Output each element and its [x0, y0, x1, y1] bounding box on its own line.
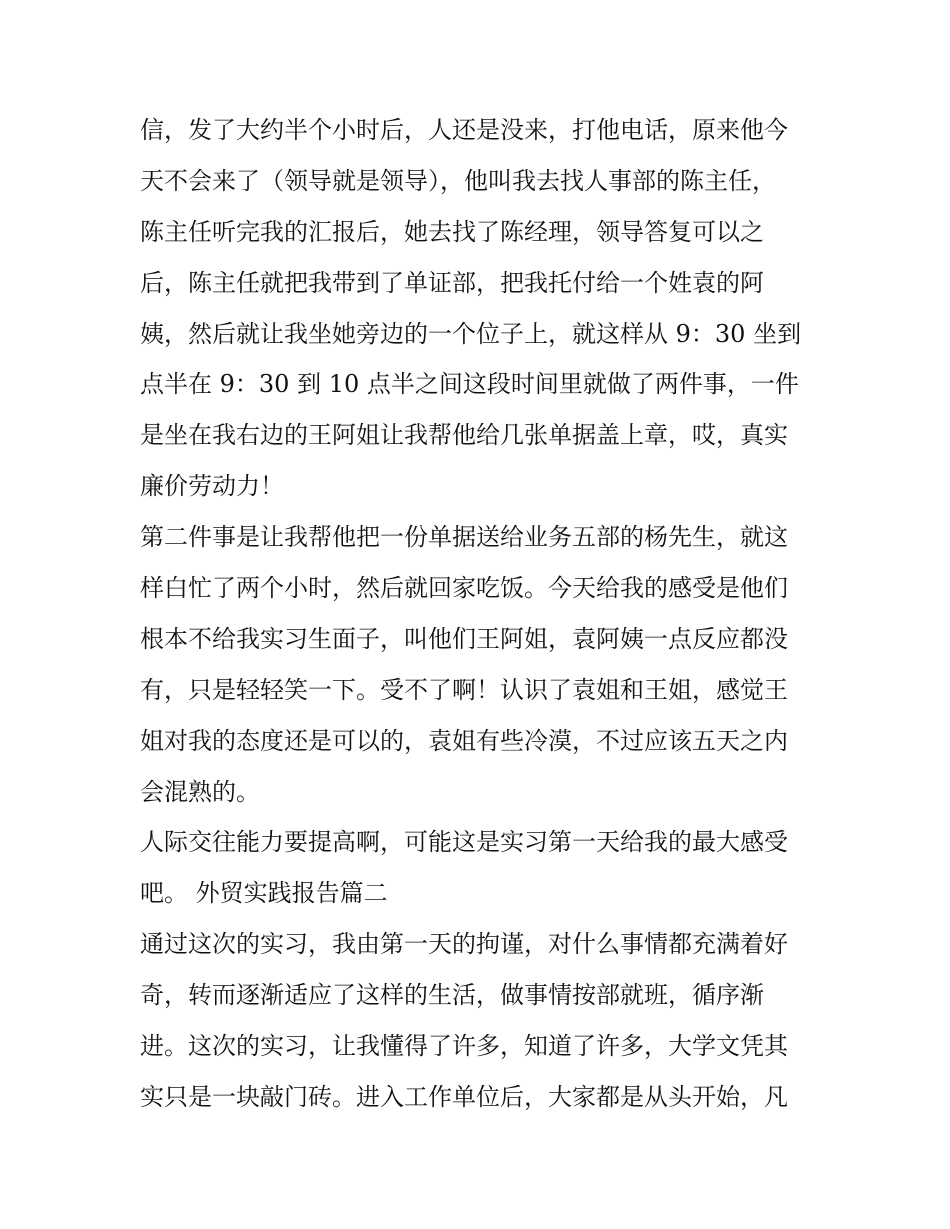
text-line: 样白忙了两个小时，然后就回家吃饭。今天给我的感受是他们 [140, 574, 788, 603]
text-line: 天不会来了（领导就是领导），他叫我去找人事部的陈主任， [140, 166, 776, 195]
text-line: 有，只是轻轻笑一下。受不了啊！认识了袁姐和王姐，感觉王 [140, 675, 788, 704]
text-line: 吧。 外贸实践报告篇二 [140, 879, 388, 908]
text-line: 实只是一块敲门砖。进入工作单位后，大家都是从头开始，凡 [140, 1082, 788, 1111]
text-line: 通过这次的实习，我由第一天的拘谨，对什么事情都充满着好 [140, 930, 788, 959]
text-line: 根本不给我实习生面子，叫他们王阿姐，袁阿姨一点反应都没 [140, 624, 788, 653]
text-line: 信，发了大约半个小时后，人还是没来，打他电话，原来他今 [140, 116, 788, 144]
text-line: 点半在 9：30 到 10 点半之间这段时间里就做了两件事，一件 [140, 370, 799, 399]
text-line: 姐对我的态度还是可以的，袁姐有些冷漠，不过应该五天之内 [140, 726, 788, 755]
text-line: 第二件事是让我帮他把一份单据送给业务五部的杨先生，就这 [140, 523, 788, 552]
text-line: 奇，转而逐渐适应了这样的生活，做事情按部就班，循序渐 [140, 981, 764, 1010]
text-line: 姨，然后就让我坐她旁边的一个位子上，就这样从 9：30 坐到 [140, 319, 802, 348]
document-body [140, 105, 820, 1123]
text-line: 廉价劳动力！ [140, 472, 284, 501]
text-line: 是坐在我右边的王阿姐让我帮他给几张单据盖上章，哎，真实 [140, 421, 788, 450]
text-line: 会混熟的。 [140, 777, 260, 806]
text-line: 进。这次的实习，让我懂得了许多，知道了许多，大学文凭其 [140, 1032, 788, 1061]
text-line: 陈主任听完我的汇报后，她去找了陈经理，领导答复可以之 [140, 217, 764, 246]
text-line: 后，陈主任就把我带到了单证部，把我托付给一个姓袁的阿 [140, 268, 764, 297]
text-line: 人际交往能力要提高啊，可能这是实习第一天给我的最大感受 [140, 828, 788, 857]
